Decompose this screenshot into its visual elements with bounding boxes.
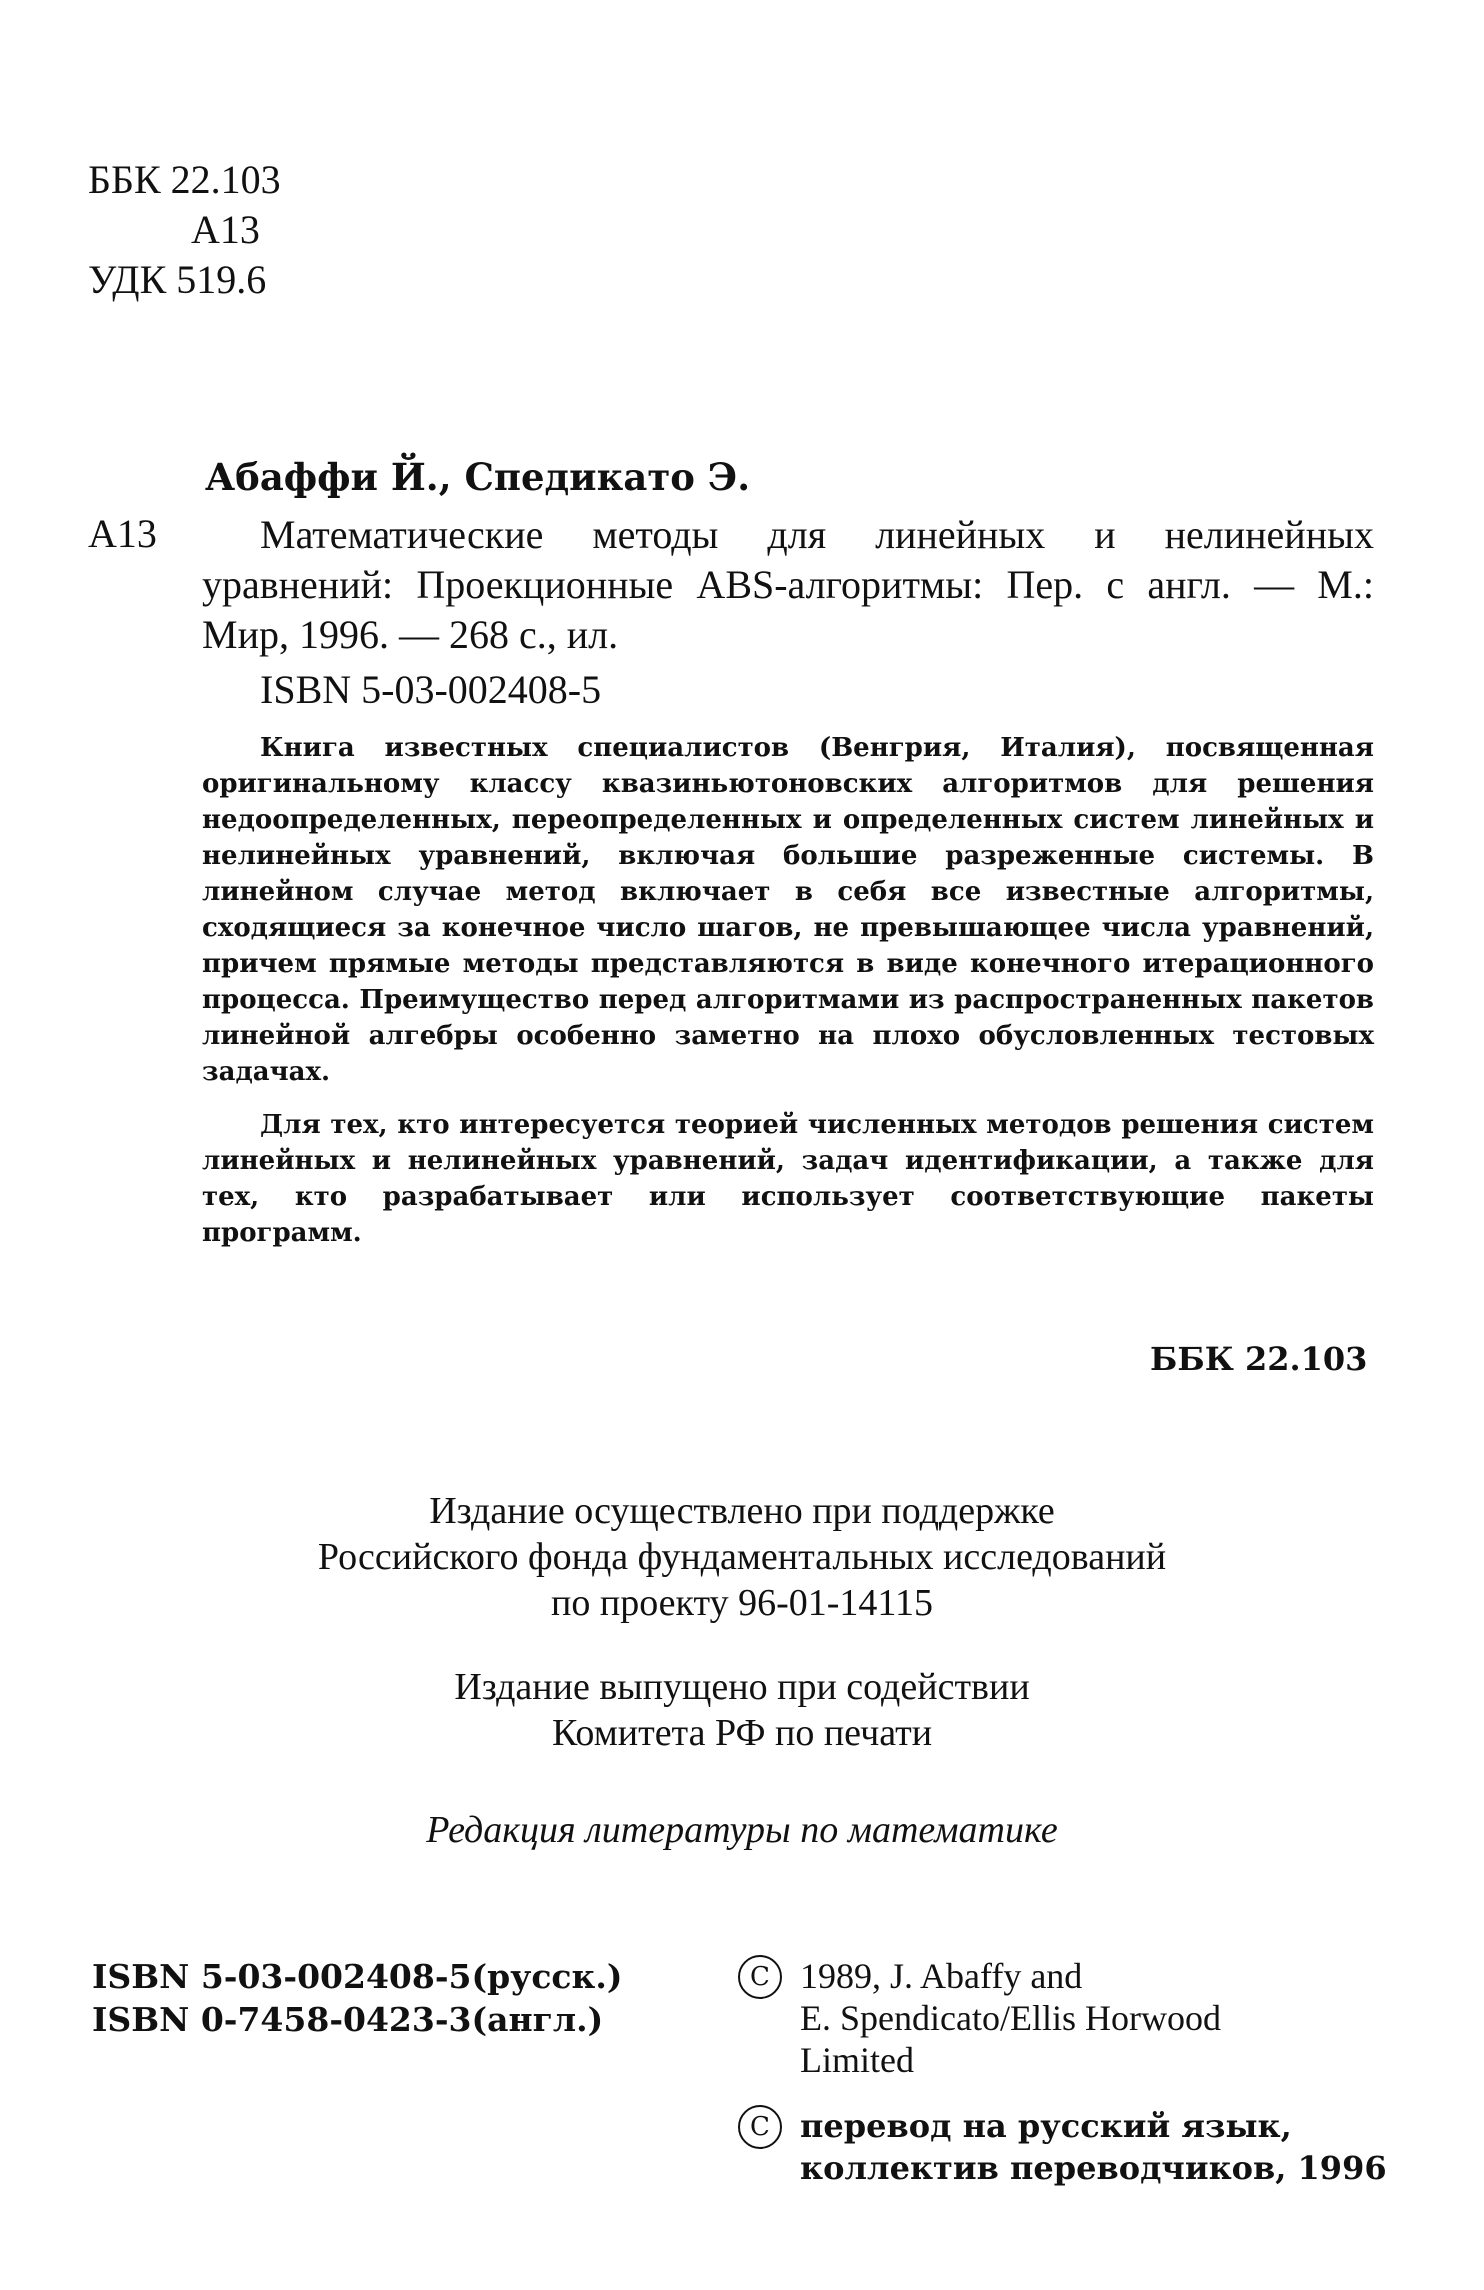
description-text: Математические методы для линейных и нелинейных уравнений: Проекционные ABS-алгоритмы: Пер. с англ. — М.: Мир, 1996. — 268 с., ил. (202, 512, 1374, 657)
copyright-translation-text (800, 2105, 1460, 2189)
bbk-code: ББК 22.103 (88, 157, 281, 202)
annotation-paragraph-1: Книга известных специалистов (Венгрия, Италия), посвященная оригинальному классу квазиньютоновских алгоритмов для решения недоопределенных, переопределенных и определенных систем линейных и нелинейных уравнений, включая большие разреженные системы. В линейном случае метод включает в себя все известные алгоритмы, сходящиеся за конечное число шагов, не превышающее числа уравнений, причем прямые методы представляются в виде конечного итерационного процесса. Преимущество перед алгоритмами из распространенных пакетов линейной алгебры особенно заметно на плохо обусловленных тестовых задачах. (202, 733, 1374, 1087)
bibliographic-description (202, 510, 1374, 660)
press-line-2: Комитета РФ по печати (551, 1712, 933, 1754)
annotation-paragraph-2: Для тех, кто интересуется теорией численных методов решения систем линейных и нелинейных уравнений, задач идентификации, а также для тех, кто разрабатывает или использует соответствующие пакеты программ. (202, 1110, 1374, 1248)
copyright-translation-line-1: перевод на русский язык, (800, 2107, 1292, 2145)
support-line-1: Издание осуществлено при поддержке (429, 1490, 1055, 1532)
copyright-line-1: 1989, J. Abaffy and (800, 1956, 1083, 1996)
isbn-main: ISBN 5-03-002408-5 (260, 667, 602, 712)
copyright-icon: C (738, 2105, 782, 2149)
cipher: А13 (88, 511, 157, 556)
author-mark: А13 (191, 207, 260, 252)
isbn-english: ISBN 0-7458-0423-3(англ.) (92, 2000, 604, 2039)
support-notice (0, 1488, 1484, 1626)
isbn-russian: ISBN 5-03-002408-5(русск.) (92, 1957, 623, 1996)
editorial-office: Редакция литературы по математике (426, 1809, 1058, 1851)
isbn-list (92, 1955, 622, 2041)
copyright-translation-line-2: коллектив переводчиков, 1996 (800, 2149, 1387, 2187)
copyright-line-2: E. Spendicato/Ellis Horwood (800, 1998, 1221, 2038)
copyright-icon: C (738, 1955, 782, 1999)
support-line-3: по проекту 96-01-14115 (551, 1582, 933, 1624)
copyright-line-3: Limited (800, 2040, 914, 2080)
press-line-1: Издание выпущено при содействии (454, 1666, 1030, 1708)
udk-code: УДК 519.6 (88, 257, 267, 302)
bbk-code-right: ББК 22.103 (1150, 1340, 1368, 1378)
copyright-original-text (800, 1955, 1460, 2081)
press-notice (0, 1664, 1484, 1756)
authors: Абаффи Й., Спедикато Э. (205, 455, 751, 499)
classification-codes (88, 155, 281, 305)
support-line-2: Российского фонда фундаментальных исследований (317, 1536, 1167, 1578)
